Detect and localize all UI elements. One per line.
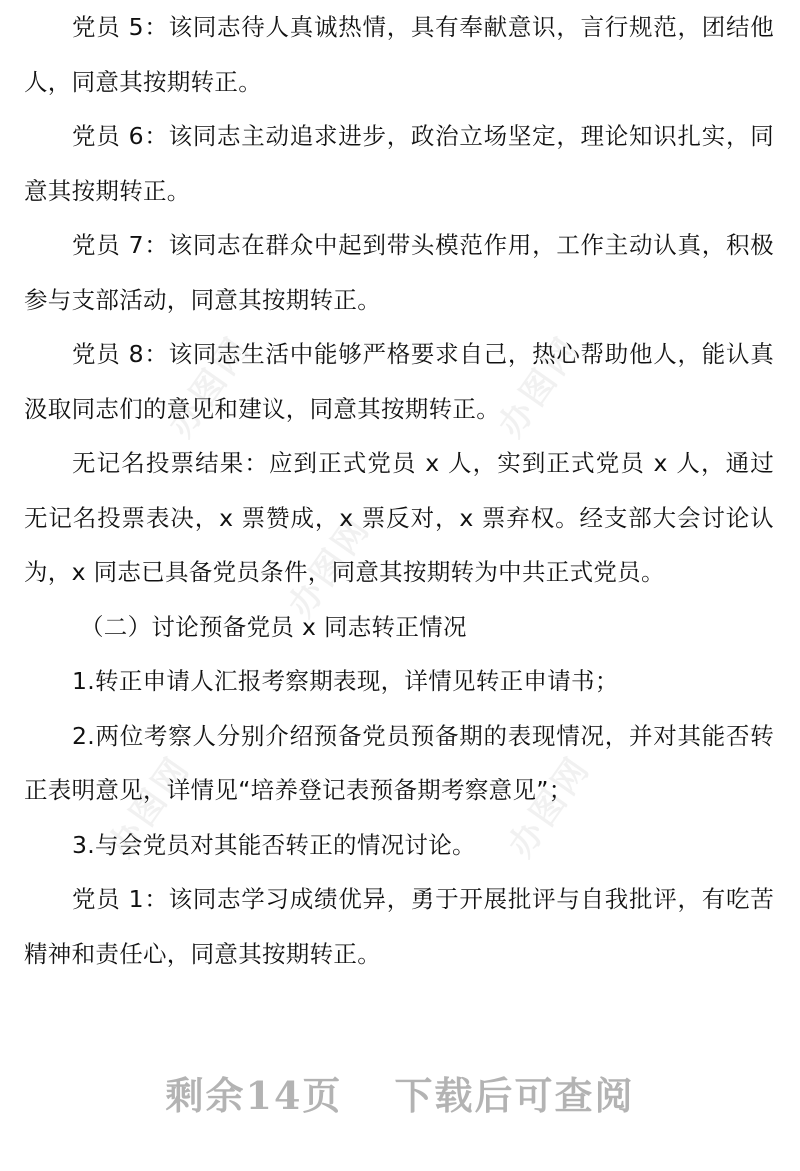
section-heading: （二）讨论预备党员 x 同志转正情况 [80,612,467,641]
paragraph-member-5: 党员 5：该同志待人真诚热情，具有奉献意识，言行规范，团结他人，同意其按期转正。 [24,13,774,96]
watermark: 办图网 [100,748,199,865]
download-to-view-label[interactable]: 下载后可查阅 [394,1073,635,1118]
paragraph-member-6: 党员 6：该同志主动追求进步，政治立场坚定，理论知识扎实，同意其按期转正。 [24,122,774,205]
list-item-3: 3.与会党员对其能否转正的情况讨论。 [72,830,476,859]
paragraph-vote-result: 无记名投票结果：应到正式党员 x 人，实到正式党员 x 人，通过无记名投票表决，x 票赞成，x 票反对，x 票弃权。经支部大会讨论认为，x 同志已具备党员条件，同意其按期转为中共正式党员。 [24,449,774,586]
paragraph-member-1: 党员 1：该同志学习成绩优异，勇于开展批评与自我批评，有吃苦精神和责任心，同意其按期转正。 [24,885,774,968]
document-body [24,0,774,981]
paragraph-member-7: 党员 7：该同志在群众中起到带头模范作用，工作主动认真，积极参与支部活动，同意其按期转正。 [24,231,774,314]
list-item-1: 1.转正申请人汇报考察期表现，详情见转正申请书； [72,667,619,695]
list-item-2: 2.两位考察人分别介绍预备党员预备期的表现情况，并对其能否转正表明意见，详情见“培养登记表预备期考察意见”； [24,721,774,804]
remaining-pages-label: 剩余14页 [165,1073,343,1118]
watermark: 办图网 [500,748,599,865]
download-prompt[interactable] [0,1065,800,1120]
watermark: 办图网 [490,328,589,445]
watermark: 办图网 [160,328,259,445]
paragraph-member-8: 党员 8：该同志生活中能够严格要求自己，热心帮助他人，能认真汲取同志们的意见和建议，同意其按期转正。 [24,340,774,423]
watermark: 办图网 [280,508,379,625]
